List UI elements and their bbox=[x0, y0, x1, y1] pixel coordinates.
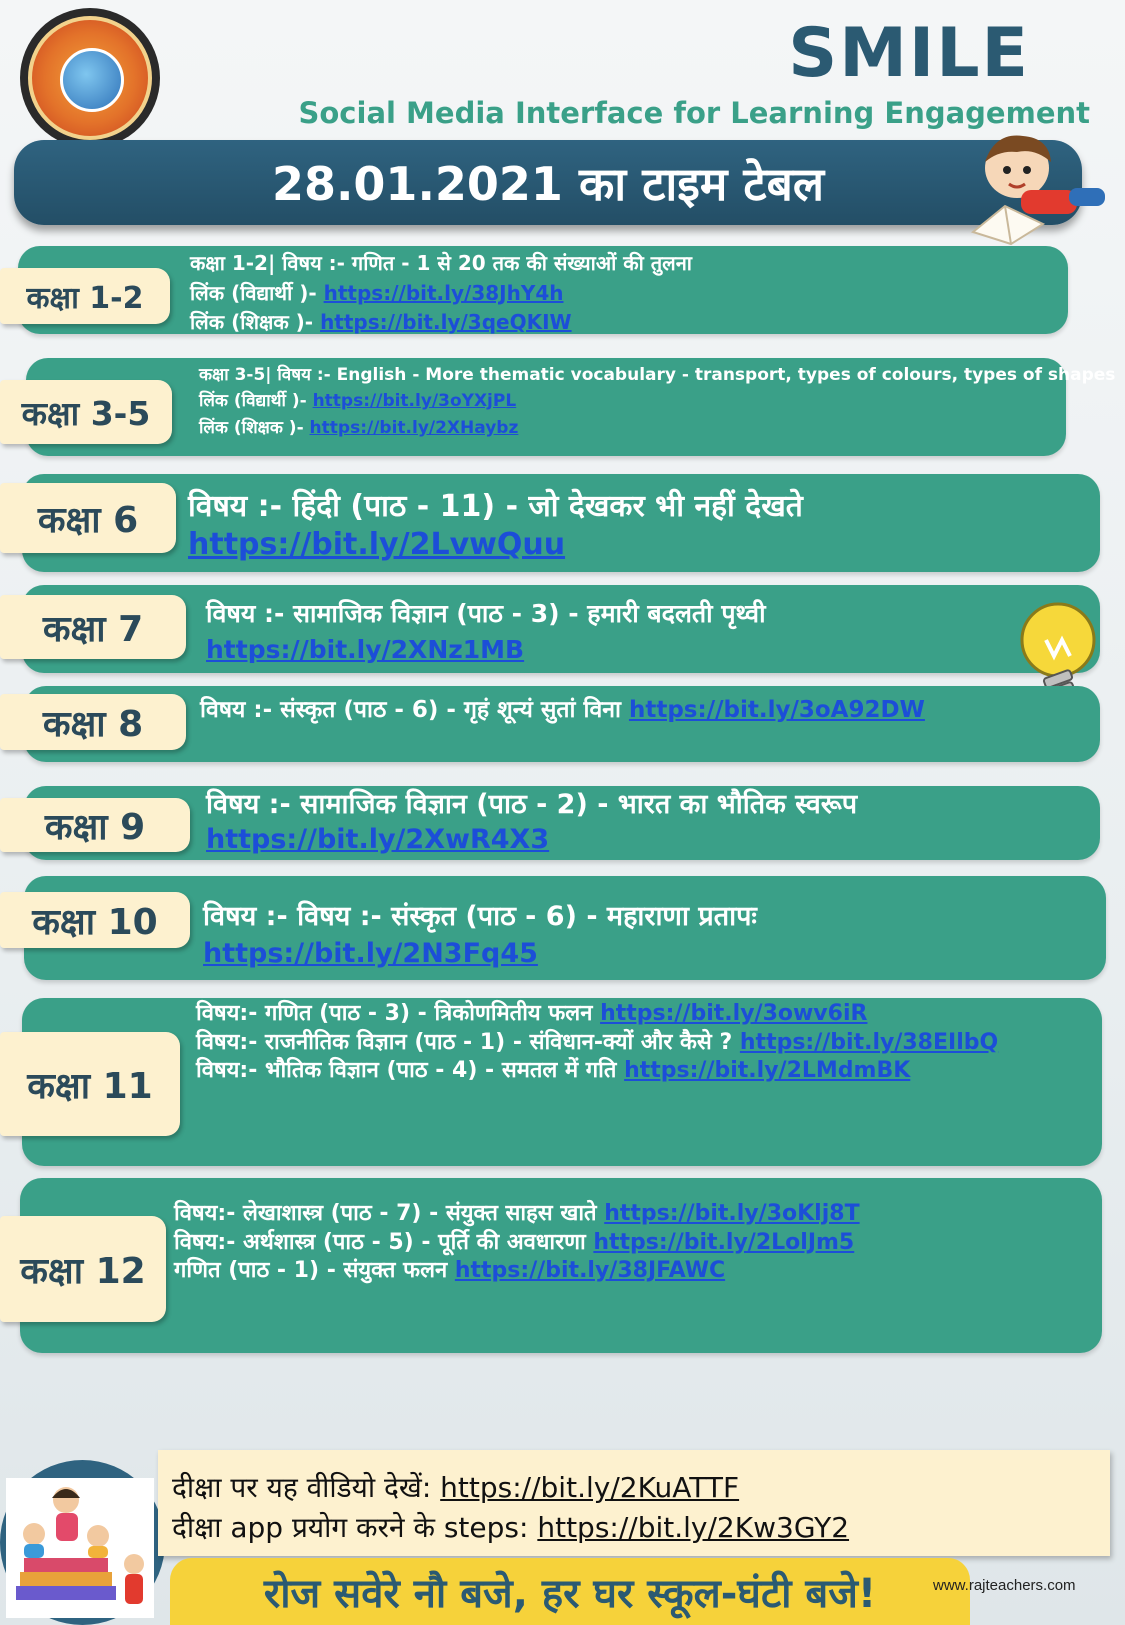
teacher-link[interactable]: https://bit.ly/3qeQKIW bbox=[320, 310, 572, 335]
subject-line: विषय:- गणित (पाठ - 3) - त्रिकोणमितीय फलन bbox=[196, 1001, 601, 1026]
student-link-label: लिंक (विद्यार्थी )- bbox=[199, 391, 313, 412]
lesson-link[interactable]: https://bit.ly/2LvwQuu bbox=[188, 527, 566, 563]
brand-subtitle: Social Media Interface for Learning Engagement bbox=[298, 96, 1090, 130]
reading-boy-illustration bbox=[965, 128, 1115, 246]
date-banner bbox=[14, 140, 1082, 225]
diksha-info-box bbox=[158, 1450, 1110, 1556]
class-label: कक्षा 6 bbox=[0, 483, 176, 553]
teacher-link-label: लिंक (शिक्षक )- bbox=[199, 417, 310, 438]
class-label: कक्षा 9 bbox=[0, 798, 190, 852]
lesson-link[interactable]: https://bit.ly/3oKlj8T bbox=[604, 1201, 860, 1226]
lesson-link[interactable]: https://bit.ly/2XNz1MB bbox=[206, 635, 525, 665]
children-with-books-illustration bbox=[6, 1478, 154, 1618]
lesson-link[interactable]: https://bit.ly/38JFAWC bbox=[454, 1258, 726, 1284]
student-link[interactable]: https://bit.ly/38JhY4h bbox=[323, 280, 564, 305]
subject-line: विषय :- सामाजिक विज्ञान (पाठ - 2) - भारत का भौतिक स्वरूप bbox=[206, 789, 858, 820]
lesson-link[interactable]: https://bit.ly/2XwR4X3 bbox=[206, 823, 550, 855]
slogan-text: रोज सवेरे नौ बजे, हर घर स्कूल-घंटी बजे! bbox=[263, 1571, 877, 1617]
class-label: कक्षा 8 bbox=[0, 694, 186, 750]
subject-line: विषय:- भौतिक विज्ञान (पाठ - 4) - समतल में गति bbox=[196, 1058, 625, 1084]
lesson-link[interactable]: https://bit.ly/3oA92DW bbox=[628, 697, 925, 723]
class-details bbox=[200, 697, 925, 724]
subject-line: विषय :- सामाजिक विज्ञान (पाठ - 3) - हमारी बदलती पृथ्वी bbox=[206, 599, 766, 628]
teacher-link-label: लिंक (शिक्षक )- bbox=[190, 310, 321, 335]
diksha-app-text: दीक्षा app प्रयोग करने के steps: bbox=[172, 1511, 538, 1544]
subject-line: गणित (पाठ - 1) - संयुक्त फलन bbox=[174, 1258, 455, 1284]
globe-icon bbox=[60, 48, 124, 112]
lesson-link[interactable]: https://bit.ly/2LMdmBK bbox=[624, 1058, 911, 1084]
class-label: कक्षा 3-5 bbox=[0, 380, 172, 444]
lesson-link[interactable]: https://bit.ly/3owv6iR bbox=[600, 1001, 868, 1026]
lesson-link[interactable]: https://bit.ly/2N3Fq45 bbox=[203, 938, 538, 970]
lesson-link[interactable]: https://bit.ly/2LolJm5 bbox=[593, 1229, 855, 1255]
website-credit: www.rajteachers.com bbox=[933, 1577, 1076, 1594]
class-label: कक्षा 7 bbox=[0, 595, 186, 659]
class-details bbox=[203, 898, 757, 973]
class-details bbox=[196, 1000, 998, 1086]
class-details bbox=[190, 249, 692, 338]
subject-line: विषय :- विषय :- संस्कृत (पाठ - 6) - महाराणा प्रतापः bbox=[203, 901, 757, 932]
department-logo bbox=[20, 8, 160, 148]
banner-title: 28.01.2021 का टाइम टेबल bbox=[271, 156, 825, 211]
class-details bbox=[199, 362, 1115, 441]
diksha-video-text: दीक्षा पर यह वीडियो देखें: bbox=[172, 1471, 441, 1504]
subject-line: विषय :- हिंदी (पाठ - 11) - जो देखकर भी नहीं देखते bbox=[188, 489, 803, 524]
diksha-video-link[interactable]: https://bit.ly/2KuATTF bbox=[440, 1471, 740, 1504]
class-details bbox=[206, 596, 766, 669]
class-label: कक्षा 1-2 bbox=[0, 268, 170, 324]
subject-line: कक्षा 1-2| विषय :- गणित - 1 से 20 तक की संख्याओं की तुलना bbox=[190, 251, 692, 275]
subject-line: विषय:- अर्थशास्त्र (पाठ - 5) - पूर्ति की अवधारणा bbox=[174, 1229, 594, 1255]
lesson-link[interactable]: https://bit.ly/38EIlbQ bbox=[739, 1029, 999, 1055]
student-link-label: लिंक (विद्यार्थी )- bbox=[190, 280, 324, 305]
student-link[interactable]: https://bit.ly/3oYXjPL bbox=[312, 391, 517, 412]
subject-line: कक्षा 3-5| विषय :- English - More thematic vocabulary - transport, types of colours, types of shapes bbox=[199, 365, 1116, 385]
class-label: कक्षा 10 bbox=[0, 892, 190, 948]
subject-line: विषय :- संस्कृत (पाठ - 6) - गृहं शून्यं सुतां विना bbox=[200, 697, 629, 723]
class-label: कक्षा 11 bbox=[0, 1032, 180, 1136]
class-label: कक्षा 12 bbox=[0, 1216, 166, 1322]
class-details bbox=[206, 788, 857, 857]
slogan-bar bbox=[170, 1558, 970, 1625]
class-details bbox=[188, 488, 803, 565]
subject-line: विषय:- राजनीतिक विज्ञान (पाठ - 1) - संविधान-क्यों और कैसे ? bbox=[196, 1029, 740, 1055]
teacher-link[interactable]: https://bit.ly/2XHaybz bbox=[309, 417, 519, 438]
subject-line: विषय:- लेखाशास्त्र (पाठ - 7) - संयुक्त साहस खाते bbox=[174, 1201, 605, 1226]
class-details bbox=[174, 1200, 860, 1286]
brand-title: SMILE bbox=[788, 14, 1030, 93]
diksha-app-link[interactable]: https://bit.ly/2Kw3GY2 bbox=[537, 1511, 850, 1544]
